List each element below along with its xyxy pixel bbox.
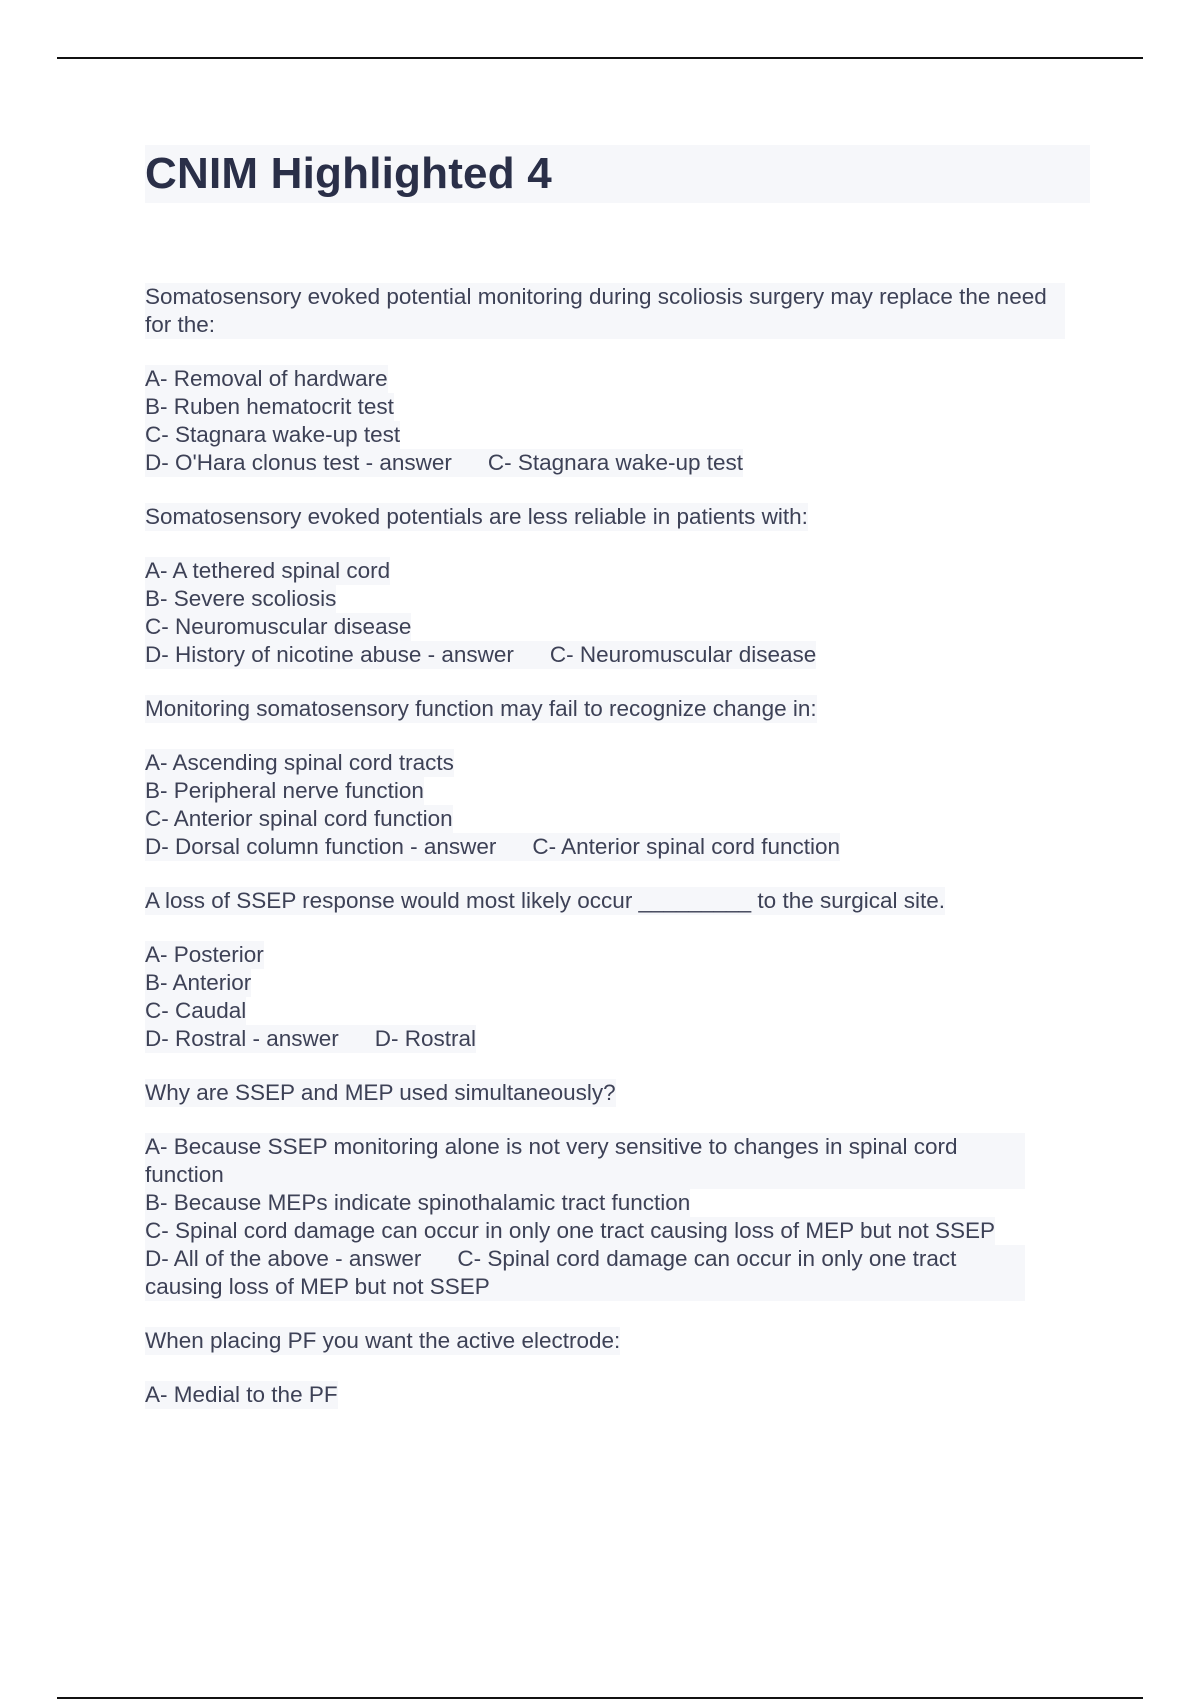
option-a: A- Posterior xyxy=(145,942,264,967)
options-list xyxy=(145,941,1090,1053)
option-c: C- Caudal xyxy=(145,998,247,1023)
option-d: D- History of nicotine abuse - answer xyxy=(145,642,514,667)
option-b: B- Ruben hematocrit test xyxy=(145,394,394,419)
question-text: A loss of SSEP response would most likely occur _________ to the surgical site. xyxy=(145,888,946,913)
option-a: A- Ascending spinal cord tracts xyxy=(145,750,454,775)
option-c: C- Anterior spinal cord function xyxy=(145,806,453,831)
answer-text: C- Neuromuscular disease xyxy=(549,642,817,667)
question-text: Somatosensory evoked potentials are less reliable in patients with: xyxy=(145,504,808,529)
title-box xyxy=(145,145,1090,203)
question-text: Monitoring somatosensory function may fail to recognize change in: xyxy=(145,696,817,721)
options-list xyxy=(145,1133,1090,1301)
answer-text: C- Anterior spinal cord function xyxy=(532,834,841,859)
option-d-with-answer xyxy=(145,641,816,669)
option-d: D- O'Hara clonus test - answer xyxy=(145,450,452,475)
options-list xyxy=(145,365,1090,477)
option-b: B- Peripheral nerve function xyxy=(145,778,424,803)
option-d-with-answer xyxy=(145,1025,476,1053)
option-b: B- Because MEPs indicate spinothalamic tract function xyxy=(145,1190,691,1215)
option-c: C- Neuromuscular disease xyxy=(145,614,412,639)
options-list xyxy=(145,557,1090,669)
page-title: CNIM Highlighted 4 xyxy=(145,149,552,198)
qa-item xyxy=(145,695,1090,861)
bottom-rule xyxy=(57,1697,1143,1699)
option-d: D- All of the above - answer xyxy=(145,1246,422,1271)
answer-text: C- Stagnara wake-up test xyxy=(487,450,744,475)
option-d: D- Rostral - answer xyxy=(145,1026,339,1051)
qa-item xyxy=(145,1079,1090,1301)
question-text: Why are SSEP and MEP used simultaneously? xyxy=(145,1080,616,1105)
answer-text: C- Spinal cord damage can occur in only one tract causing loss of MEP but not SSEP xyxy=(145,1246,963,1299)
answer-text: D- Rostral xyxy=(374,1026,477,1051)
qa-item xyxy=(145,1327,1090,1409)
option-d: D- Dorsal column function - answer xyxy=(145,834,497,859)
option-a: A- Removal of hardware xyxy=(145,366,388,391)
option-a: A- Because SSEP monitoring alone is not very sensitive to changes in spinal cord function xyxy=(145,1133,1025,1189)
option-d-with-answer xyxy=(145,449,743,477)
question-text: Somatosensory evoked potential monitoring during scoliosis surgery may replace the need for the: xyxy=(145,283,1065,339)
options-list xyxy=(145,749,1090,861)
options-list xyxy=(145,1381,1090,1409)
option-c: C- Spinal cord damage can occur in only one tract causing loss of MEP but not SSEP xyxy=(145,1218,996,1243)
option-d-with-answer xyxy=(145,1245,1025,1301)
document-body xyxy=(145,145,1090,1435)
option-b: B- Anterior xyxy=(145,970,252,995)
qa-item xyxy=(145,887,1090,1053)
qa-item xyxy=(145,503,1090,669)
top-rule xyxy=(57,57,1143,59)
option-b: B- Severe scoliosis xyxy=(145,586,337,611)
option-a: A- Medial to the PF xyxy=(145,1382,338,1407)
option-a: A- A tethered spinal cord xyxy=(145,558,391,583)
question-text: When placing PF you want the active electrode: xyxy=(145,1328,621,1353)
qa-item xyxy=(145,283,1090,477)
option-d-with-answer xyxy=(145,833,840,861)
option-c: C- Stagnara wake-up test xyxy=(145,422,401,447)
qa-list xyxy=(145,283,1090,1409)
